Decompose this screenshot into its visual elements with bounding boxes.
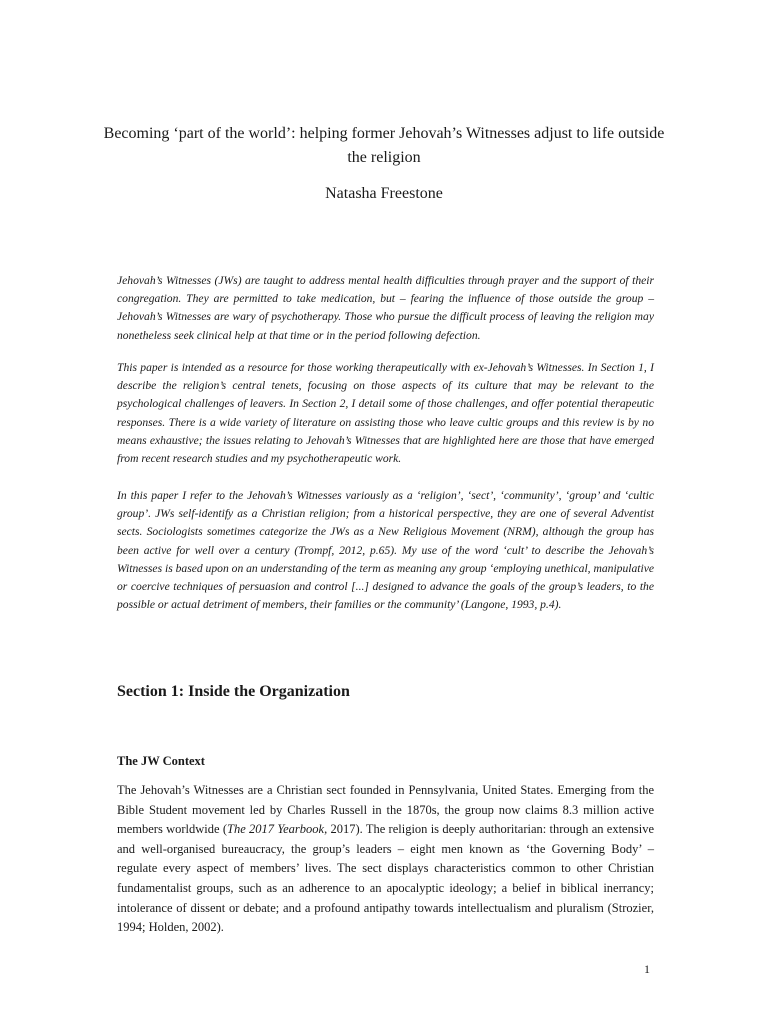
abstract-paragraph: In this paper I refer to the Jehovah’s Witnesses variously as a ‘religion’, ‘sect’, ‘community’, ‘group’ and ‘cultic group’. JWs self-identify as a Christian religion; from a historical perspective, they are one of several Adventist sects. Sociologists sometimes categorize the JWs as a New Religious Movement (NRM), although the group has been active for well over a century (Trompf, 2012, p.65). My use of the word ‘cult’ to describe the Jehovah’s Witnesses is based upon on an understanding of the term as meaning any group ‘employing unethical, manipulative or coercive techniques of persuasion and control [...] designed to advance the goals of the group’s leaders, to the possible or actual detriment of members, their families or the community’ (Langone, 1993, p.4). [117,489,655,612]
abstract-paragraph: This paper is intended as a resource for those working therapeutically with ex-Jehovah’s Witnesses. In Section 1, I describe the religion’s central tenets, focusing on those aspects of its culture that may be relevant to the psychological challenges of leavers. In Section 2, I detail some of those challenges, and offer potential therapeutic responses. There is a wide variety of literature on assisting those who leave cultic groups and this review is by no means exhaustive; the issues relating to Jehovah’s Witnesses that are highlighted here are those that have emerged from recent research studies and my psychotherapeutic work. [117,361,654,466]
section-heading: Section 1: Inside the Organization [117,683,350,700]
body-text-part: , 2017). The religion is deeply authoritarian: through an extensive and well-organised bureaucracy, the group’s leaders – eight men known as ‘the Governing Body’ – regulate every aspect of members’ lives. The sect displays characteristics common to other Christian fundamentalist groups, such as an adherence to an apocalyptic ideology; a belief in biblical inerrancy; intolerance of dissent or debate; and a profound antipathy towards intellectualism and pluralism (Strozier, 1994; Holden, 2002). [117,822,654,935]
body-paragraph [117,781,654,938]
author-name: Natasha Freestone [325,185,443,202]
yearbook-citation: The 2017 Yearbook [227,822,325,837]
abstract-paragraph: Jehovah’s Witnesses (JWs) are taught to address mental health difficulties through prayer and the support of their congregation. They are permitted to take medication, but – fearing the influence of those outside the group – Jehovah’s Witnesses are wary of psychotherapy. Those who pursue the difficult process of leaving the religion may nonetheless seek clinical help at that time or in the period following defection. [117,274,654,342]
body-text-part: The Jehovah’s Witnesses are a Christian sect founded in Pennsylvania, United States. Emerging from the Bible Student movement led by Charles Russell in the 1870s, the group now claims 8.3 million active members worldwide ( [117,783,654,837]
paper-title: Becoming ‘part of the world’: helping former Jehovah’s Witnesses adjust to life outside the religion [103,125,665,166]
page-number: 1 [644,962,650,976]
subsection-heading: The JW Context [117,754,205,768]
